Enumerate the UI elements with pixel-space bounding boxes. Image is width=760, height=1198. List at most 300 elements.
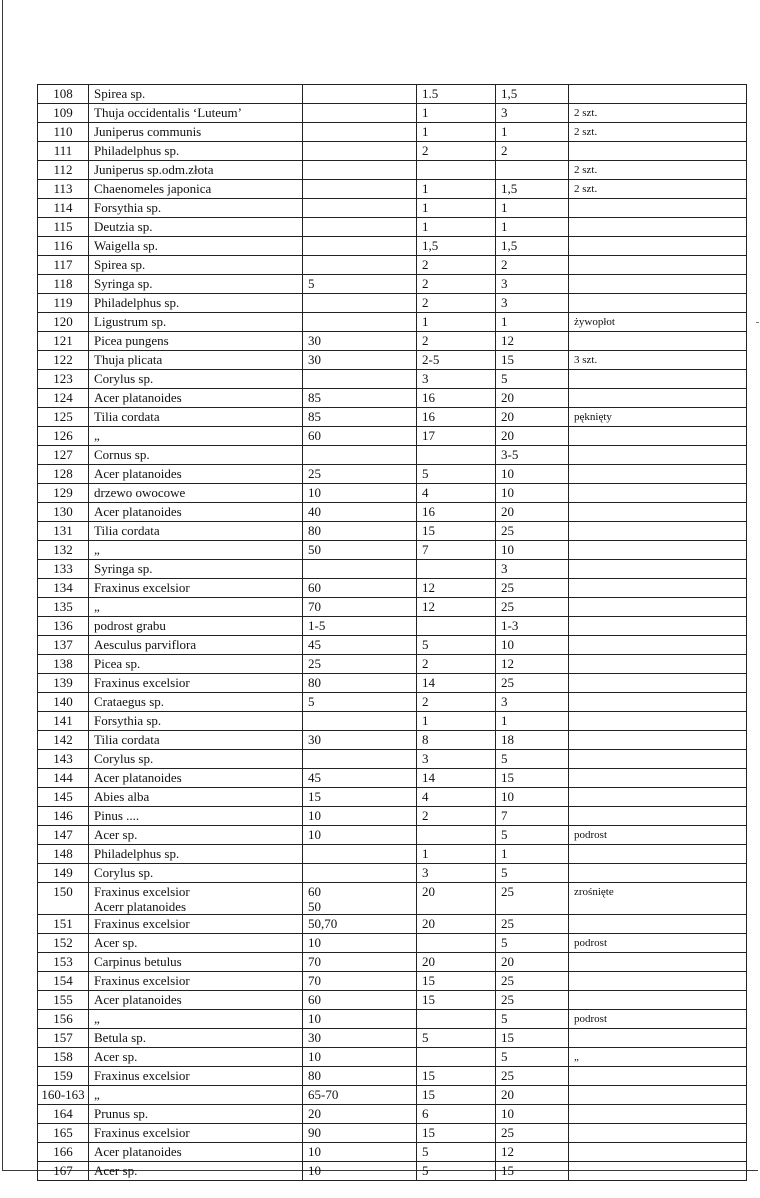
cell-species-name bbox=[89, 351, 303, 370]
cell-height-text: 4 bbox=[422, 485, 429, 500]
cell-number-text: 116 bbox=[53, 238, 73, 253]
cell-note bbox=[569, 427, 747, 446]
cell-crown-width-text: 5 bbox=[501, 935, 508, 950]
cell-crown-width-text: 5 bbox=[501, 1011, 508, 1026]
cell-crown-width-text: 12 bbox=[501, 656, 514, 671]
cell-species-name bbox=[89, 237, 303, 256]
cell-height-text: 5 bbox=[422, 466, 429, 481]
table-row bbox=[38, 1162, 747, 1181]
cell-trunk-circumference-text: 10 bbox=[308, 1144, 321, 1159]
cell-note bbox=[569, 351, 747, 370]
cell-crown-width bbox=[496, 427, 569, 446]
cell-number bbox=[38, 788, 89, 807]
cell-trunk-circumference-text: 50,70 bbox=[308, 916, 338, 931]
cell-trunk-circumference-text: 80 bbox=[308, 523, 321, 538]
cell-crown-width bbox=[496, 617, 569, 636]
cell-species-name-text: Corylus sp. bbox=[94, 751, 154, 766]
cell-height bbox=[417, 1010, 496, 1029]
cell-trunk-circumference bbox=[303, 750, 417, 769]
cell-species-name-text: „ bbox=[94, 1087, 100, 1102]
cell-species-name-text: Ligustrum sp. bbox=[94, 314, 167, 329]
cell-number bbox=[38, 1086, 89, 1105]
table-row bbox=[38, 522, 747, 541]
cell-note bbox=[569, 1010, 747, 1029]
cell-number-text: 154 bbox=[53, 973, 73, 988]
table-row bbox=[38, 655, 747, 674]
cell-number-text: 127 bbox=[53, 447, 73, 462]
cell-crown-width bbox=[496, 256, 569, 275]
cell-trunk-circumference-text: 30 bbox=[308, 1030, 321, 1045]
cell-height bbox=[417, 636, 496, 655]
table-row bbox=[38, 142, 747, 161]
cell-number bbox=[38, 769, 89, 788]
cell-crown-width-text: 10 bbox=[501, 485, 514, 500]
cell-number bbox=[38, 883, 89, 915]
cell-trunk-circumference-text: 10 bbox=[308, 1049, 321, 1064]
table-row bbox=[38, 389, 747, 408]
cell-crown-width bbox=[496, 370, 569, 389]
table-row bbox=[38, 1067, 747, 1086]
cell-species-name bbox=[89, 636, 303, 655]
cell-trunk-circumference bbox=[303, 807, 417, 826]
cell-crown-width-text: 25 bbox=[501, 884, 514, 899]
cell-note bbox=[569, 1162, 747, 1181]
cell-number-text: 152 bbox=[53, 935, 73, 950]
cell-height bbox=[417, 915, 496, 934]
cell-trunk-circumference-text: 70 bbox=[308, 954, 321, 969]
cell-note bbox=[569, 199, 747, 218]
cell-species-name-text: Fraxinus excelsior bbox=[94, 1068, 190, 1083]
cell-crown-width bbox=[496, 294, 569, 313]
cell-height bbox=[417, 332, 496, 351]
cell-note bbox=[569, 294, 747, 313]
cell-note bbox=[569, 731, 747, 750]
cell-note bbox=[569, 655, 747, 674]
cell-height bbox=[417, 883, 496, 915]
cell-number bbox=[38, 408, 89, 427]
cell-note bbox=[569, 522, 747, 541]
cell-height bbox=[417, 598, 496, 617]
cell-crown-width bbox=[496, 313, 569, 332]
table-row bbox=[38, 1124, 747, 1143]
cell-species-name-text: Picea sp. bbox=[94, 656, 141, 671]
table-row bbox=[38, 617, 747, 636]
cell-crown-width-text: 10 bbox=[501, 789, 514, 804]
cell-note bbox=[569, 370, 747, 389]
table-row bbox=[38, 674, 747, 693]
cell-note bbox=[569, 256, 747, 275]
table-row bbox=[38, 446, 747, 465]
cell-height bbox=[417, 845, 496, 864]
cell-crown-width bbox=[496, 522, 569, 541]
cell-species-name-text: Fraxinus excelsior bbox=[94, 973, 190, 988]
cell-number-text: 165 bbox=[53, 1125, 73, 1140]
cell-height bbox=[417, 1029, 496, 1048]
cell-number bbox=[38, 484, 89, 503]
cell-note bbox=[569, 275, 747, 294]
cell-note-text: podrost bbox=[574, 829, 607, 841]
cell-trunk-circumference bbox=[303, 503, 417, 522]
cell-trunk-circumference bbox=[303, 991, 417, 1010]
cell-crown-width bbox=[496, 275, 569, 294]
cell-species-name-text: Acer sp. bbox=[94, 935, 138, 950]
table-row bbox=[38, 972, 747, 991]
cell-species-name bbox=[89, 446, 303, 465]
table-row bbox=[38, 313, 747, 332]
cell-number-text: 166 bbox=[53, 1144, 73, 1159]
cell-species-name bbox=[89, 313, 303, 332]
cell-crown-width bbox=[496, 636, 569, 655]
cell-number-text: 158 bbox=[53, 1049, 73, 1064]
cell-number-text: 164 bbox=[53, 1106, 73, 1121]
cell-height-text: 5 bbox=[422, 637, 429, 652]
cell-number bbox=[38, 579, 89, 598]
cell-note bbox=[569, 389, 747, 408]
cell-crown-width-text: 25 bbox=[501, 599, 514, 614]
table-row bbox=[38, 465, 747, 484]
cell-trunk-circumference bbox=[303, 389, 417, 408]
cell-number-text: 150 bbox=[53, 884, 73, 899]
cell-species-name bbox=[89, 807, 303, 826]
cell-number-text: 144 bbox=[53, 770, 73, 785]
cell-trunk-circumference bbox=[303, 731, 417, 750]
cell-species-name-text: Fraxinus excelsior bbox=[94, 884, 190, 899]
cell-species-name-text: Waigella sp. bbox=[94, 238, 158, 253]
cell-number bbox=[38, 275, 89, 294]
cell-height-text: 12 bbox=[422, 580, 435, 595]
cell-number bbox=[38, 750, 89, 769]
cell-trunk-circumference-text: 10 bbox=[308, 935, 321, 950]
cell-height bbox=[417, 427, 496, 446]
cell-number-text: 155 bbox=[53, 992, 73, 1007]
cell-height bbox=[417, 370, 496, 389]
cell-height-text: 16 bbox=[422, 409, 435, 424]
cell-trunk-circumference-text: 45 bbox=[308, 770, 321, 785]
cell-number bbox=[38, 915, 89, 934]
cell-note-text: „ bbox=[574, 1051, 579, 1063]
cell-trunk-circumference-text: 1-5 bbox=[308, 618, 326, 633]
cell-number-text: 114 bbox=[53, 200, 73, 215]
cell-number-text: 134 bbox=[53, 580, 73, 595]
cell-number bbox=[38, 218, 89, 237]
table-row bbox=[38, 1105, 747, 1124]
cell-species-name bbox=[89, 161, 303, 180]
table-row bbox=[38, 1029, 747, 1048]
cell-species-name-text: „ bbox=[94, 1011, 100, 1026]
cell-number-text: 157 bbox=[53, 1030, 73, 1045]
cell-trunk-circumference bbox=[303, 1143, 417, 1162]
table-row bbox=[38, 180, 747, 199]
cell-number bbox=[38, 332, 89, 351]
cell-note bbox=[569, 712, 747, 731]
cell-note bbox=[569, 636, 747, 655]
cell-note bbox=[569, 408, 747, 427]
cell-trunk-circumference bbox=[303, 256, 417, 275]
table-row bbox=[38, 915, 747, 934]
cell-number-text: 133 bbox=[53, 561, 73, 576]
cell-species-name-text: Fraxinus excelsior bbox=[94, 580, 190, 595]
cell-trunk-circumference bbox=[303, 915, 417, 934]
cell-species-name bbox=[89, 104, 303, 123]
cell-species-name-text: Acer platanoides bbox=[94, 504, 182, 519]
cell-number bbox=[38, 294, 89, 313]
cell-number bbox=[38, 991, 89, 1010]
cell-note-text: 2 szt. bbox=[574, 126, 598, 138]
table-row bbox=[38, 845, 747, 864]
cell-number-text: 126 bbox=[53, 428, 73, 443]
cell-trunk-circumference bbox=[303, 1029, 417, 1048]
cell-trunk-circumference-text: 80 bbox=[308, 675, 321, 690]
cell-species-name bbox=[89, 1143, 303, 1162]
table-row bbox=[38, 712, 747, 731]
cell-height bbox=[417, 1143, 496, 1162]
cell-number-text: 136 bbox=[53, 618, 73, 633]
cell-trunk-circumference-text: 10 bbox=[308, 1163, 321, 1178]
cell-trunk-circumference-text: 5 bbox=[308, 276, 315, 291]
cell-note bbox=[569, 750, 747, 769]
cell-number bbox=[38, 351, 89, 370]
cell-height bbox=[417, 199, 496, 218]
cell-number-text: 149 bbox=[53, 865, 73, 880]
cell-crown-width-text: 25 bbox=[501, 675, 514, 690]
cell-species-name bbox=[89, 788, 303, 807]
cell-trunk-circumference bbox=[303, 1086, 417, 1105]
cell-number-text: 147 bbox=[53, 827, 73, 842]
cell-note-text: 2 szt. bbox=[574, 183, 598, 195]
cell-trunk-circumference-text: 70 bbox=[308, 599, 321, 614]
cell-number bbox=[38, 503, 89, 522]
cell-crown-width-text: 20 bbox=[501, 428, 514, 443]
table-row bbox=[38, 427, 747, 446]
cell-height-text: 2 bbox=[422, 276, 429, 291]
cell-note-text: żywopłot bbox=[574, 316, 615, 328]
cell-species-name-text: Thuja plicata bbox=[94, 352, 163, 367]
cell-crown-width bbox=[496, 199, 569, 218]
cell-crown-width-text: 5 bbox=[501, 371, 508, 386]
cell-trunk-circumference-text: 80 bbox=[308, 1068, 321, 1083]
cell-note bbox=[569, 484, 747, 503]
cell-species-name-text: Thuja occidentalis ‘Luteum’ bbox=[94, 105, 243, 120]
table-row bbox=[38, 769, 747, 788]
cell-note bbox=[569, 1143, 747, 1162]
cell-crown-width-text: 25 bbox=[501, 1068, 514, 1083]
cell-crown-width bbox=[496, 934, 569, 953]
cell-crown-width-text: 1 bbox=[501, 713, 508, 728]
cell-trunk-circumference-text: 60 bbox=[308, 992, 321, 1007]
cell-number-text: 151 bbox=[53, 916, 73, 931]
cell-species-name-text: podrost grabu bbox=[94, 618, 166, 633]
cell-number-text: 145 bbox=[53, 789, 73, 804]
cell-height bbox=[417, 218, 496, 237]
cell-height bbox=[417, 560, 496, 579]
cell-height-text: 15 bbox=[422, 973, 435, 988]
cell-height bbox=[417, 522, 496, 541]
cell-note bbox=[569, 972, 747, 991]
cell-number bbox=[38, 123, 89, 142]
cell-number bbox=[38, 142, 89, 161]
cell-note-text: 2 szt. bbox=[574, 107, 598, 119]
cell-number-text: 131 bbox=[53, 523, 73, 538]
table-row bbox=[38, 370, 747, 389]
cell-note-text: 2 szt. bbox=[574, 164, 598, 176]
cell-number bbox=[38, 617, 89, 636]
cell-crown-width bbox=[496, 693, 569, 712]
cell-height-text: 1 bbox=[422, 713, 429, 728]
cell-height bbox=[417, 1048, 496, 1067]
cell-crown-width bbox=[496, 807, 569, 826]
cell-crown-width bbox=[496, 123, 569, 142]
cell-number-text: 132 bbox=[53, 542, 73, 557]
cell-species-name bbox=[89, 972, 303, 991]
cell-crown-width bbox=[496, 408, 569, 427]
cell-species-name bbox=[89, 750, 303, 769]
cell-species-name bbox=[89, 674, 303, 693]
cell-trunk-circumference bbox=[303, 294, 417, 313]
cell-number-text: 121 bbox=[53, 333, 73, 348]
cell-note-text: podrost bbox=[574, 1013, 607, 1025]
cell-note bbox=[569, 1048, 747, 1067]
cell-crown-width bbox=[496, 731, 569, 750]
cell-trunk-circumference bbox=[303, 655, 417, 674]
cell-crown-width-text: 5 bbox=[501, 1049, 508, 1064]
cell-trunk-circumference bbox=[303, 218, 417, 237]
scan-mark bbox=[756, 322, 759, 323]
cell-note bbox=[569, 1029, 747, 1048]
cell-trunk-circumference bbox=[303, 142, 417, 161]
cell-note bbox=[569, 1105, 747, 1124]
cell-height-text: 1 bbox=[422, 314, 429, 329]
cell-note bbox=[569, 503, 747, 522]
cell-height-text: 5 bbox=[422, 1144, 429, 1159]
cell-species-name-text: Philadelphus sp. bbox=[94, 846, 180, 861]
page-edge-left bbox=[2, 0, 3, 1170]
table-row bbox=[38, 161, 747, 180]
cell-number-text: 135 bbox=[53, 599, 73, 614]
cell-height-text: 7 bbox=[422, 542, 429, 557]
table-row bbox=[38, 883, 747, 915]
cell-crown-width-text: 10 bbox=[501, 637, 514, 652]
cell-crown-width-text: 1 bbox=[501, 200, 508, 215]
cell-trunk-circumference-text: 45 bbox=[308, 637, 321, 652]
cell-trunk-circumference bbox=[303, 560, 417, 579]
cell-number bbox=[38, 560, 89, 579]
cell-number-text: 123 bbox=[53, 371, 73, 386]
cell-crown-width-text: 15 bbox=[501, 1163, 514, 1178]
cell-crown-width bbox=[496, 769, 569, 788]
cell-height-text: 14 bbox=[422, 675, 435, 690]
cell-species-name bbox=[89, 1086, 303, 1105]
cell-species-name-text: Corylus sp. bbox=[94, 865, 154, 880]
cell-number bbox=[38, 864, 89, 883]
cell-crown-width bbox=[496, 484, 569, 503]
cell-trunk-circumference bbox=[303, 161, 417, 180]
cell-crown-width bbox=[496, 579, 569, 598]
cell-number-text: 124 bbox=[53, 390, 73, 405]
cell-number bbox=[38, 1029, 89, 1048]
cell-crown-width-text: 3 bbox=[501, 561, 508, 576]
cell-crown-width bbox=[496, 180, 569, 199]
cell-height bbox=[417, 275, 496, 294]
cell-species-name bbox=[89, 864, 303, 883]
cell-height-text: 2 bbox=[422, 694, 429, 709]
table-row bbox=[38, 991, 747, 1010]
cell-number bbox=[38, 636, 89, 655]
cell-trunk-circumference-text: 30 bbox=[308, 732, 321, 747]
cell-height bbox=[417, 256, 496, 275]
cell-species-name bbox=[89, 332, 303, 351]
cell-height bbox=[417, 85, 496, 104]
cell-height-text: 3 bbox=[422, 865, 429, 880]
cell-crown-width bbox=[496, 1162, 569, 1181]
cell-crown-width bbox=[496, 1029, 569, 1048]
cell-height-text: 15 bbox=[422, 992, 435, 1007]
cell-height-text: 20 bbox=[422, 954, 435, 969]
cell-crown-width-text: 25 bbox=[501, 992, 514, 1007]
cell-note-text: pęknięty bbox=[574, 411, 612, 423]
cell-species-name-text: Acer sp. bbox=[94, 827, 138, 842]
cell-trunk-circumference bbox=[303, 769, 417, 788]
cell-trunk-circumference bbox=[303, 712, 417, 731]
cell-height bbox=[417, 180, 496, 199]
cell-number-text: 146 bbox=[53, 808, 73, 823]
cell-species-name-text: Tilia cordata bbox=[94, 409, 160, 424]
cell-crown-width-text: 5 bbox=[501, 751, 508, 766]
cell-trunk-circumference bbox=[303, 275, 417, 294]
cell-crown-width-text: 1,5 bbox=[501, 238, 518, 253]
cell-number-text: 137 bbox=[53, 637, 73, 652]
table-row bbox=[38, 953, 747, 972]
cell-height bbox=[417, 408, 496, 427]
cell-trunk-circumference bbox=[303, 237, 417, 256]
cell-note bbox=[569, 991, 747, 1010]
cell-trunk-circumference-text-second-line: 50 bbox=[308, 899, 321, 914]
cell-crown-width bbox=[496, 1048, 569, 1067]
cell-height-text: 15 bbox=[422, 523, 435, 538]
cell-note bbox=[569, 446, 747, 465]
cell-trunk-circumference bbox=[303, 370, 417, 389]
cell-number-text: 110 bbox=[53, 124, 73, 139]
cell-height bbox=[417, 731, 496, 750]
cell-note bbox=[569, 953, 747, 972]
cell-note bbox=[569, 180, 747, 199]
cell-species-name-text: Philadelphus sp. bbox=[94, 143, 180, 158]
cell-note bbox=[569, 1086, 747, 1105]
cell-trunk-circumference-text: 60 bbox=[308, 884, 321, 899]
cell-height-text: 3 bbox=[422, 371, 429, 386]
cell-species-name bbox=[89, 655, 303, 674]
cell-crown-width-text: 5 bbox=[501, 827, 508, 842]
cell-crown-width bbox=[496, 750, 569, 769]
cell-trunk-circumference bbox=[303, 972, 417, 991]
cell-height bbox=[417, 123, 496, 142]
cell-number-text: 109 bbox=[53, 105, 73, 120]
cell-species-name-text: Deutzia sp. bbox=[94, 219, 153, 234]
cell-species-name bbox=[89, 560, 303, 579]
cell-number-text: 117 bbox=[53, 257, 73, 272]
cell-crown-width bbox=[496, 1086, 569, 1105]
cell-number-text: 148 bbox=[53, 846, 73, 861]
cell-crown-width-text: 1 bbox=[501, 314, 508, 329]
cell-crown-width-text: 2 bbox=[501, 257, 508, 272]
cell-note bbox=[569, 123, 747, 142]
cell-species-name-text: „ bbox=[94, 428, 100, 443]
cell-crown-width bbox=[496, 1105, 569, 1124]
cell-height bbox=[417, 934, 496, 953]
cell-crown-width bbox=[496, 560, 569, 579]
cell-trunk-circumference bbox=[303, 674, 417, 693]
table-row bbox=[38, 104, 747, 123]
cell-crown-width bbox=[496, 218, 569, 237]
